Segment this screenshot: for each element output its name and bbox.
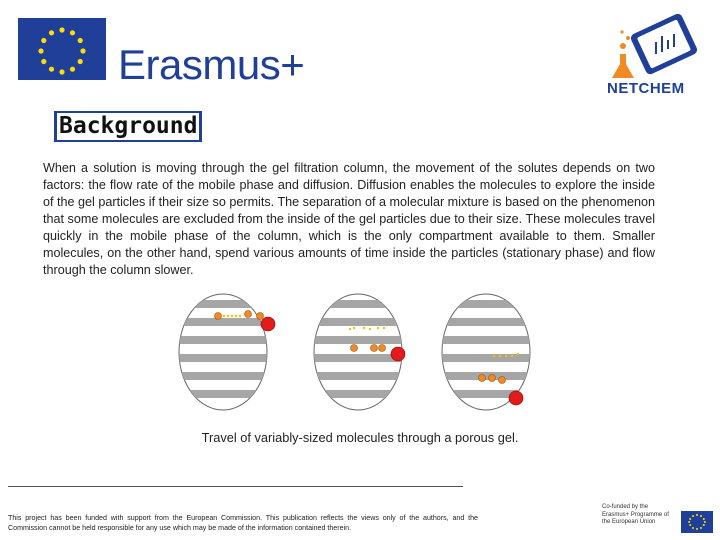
slide-title: Background [59,113,198,139]
figure-caption: Travel of variably-sized molecules through a porous gel. [201,430,519,445]
eu-flag-logo [18,18,106,80]
eu-stars-icon [681,511,713,533]
cofunded-label: Co-funded by the Erasmus+ Programme of the European Union [602,504,669,526]
slide-title-box [54,111,202,142]
body-paragraph: When a solution is moving through the gel filtration column, the movement of the solutes depends on two factors: the flow rate of the mobile phase and diffusion. Diffusion enables the molecules to explore the inside of the gel particles if their size so permits. The separation of a molecular mixture is based on the phenomenon that some molecules are excluded from the inside of the gel particles due to their size. These molecules travel quickly in the mobile phase of the column, which is the only compartment available to them. Smaller molecules, on the other hand, spend various amounts of time inside the particles (stationary phase) and flow through the column slower. [43,161,655,277]
gel-particle [178,294,268,410]
flask-icon [612,30,634,78]
erasmus-plus-logo: Erasmus+ [118,41,305,88]
eu-stars-icon [18,18,106,80]
funding-disclaimer: This project has been funded with support from the European Commission. This publication reflects the views only of the authors, and the Commission cannot be held responsible for any use which may be made of the information contained therein. [8,514,478,532]
netchem-wordmark: NETCHEM [607,80,685,97]
eu-flag-small-logo [681,511,713,533]
tablet-icon [629,14,698,76]
gel-particle [438,294,538,410]
gel-particle-figure [178,290,538,420]
footer-divider [8,486,463,487]
